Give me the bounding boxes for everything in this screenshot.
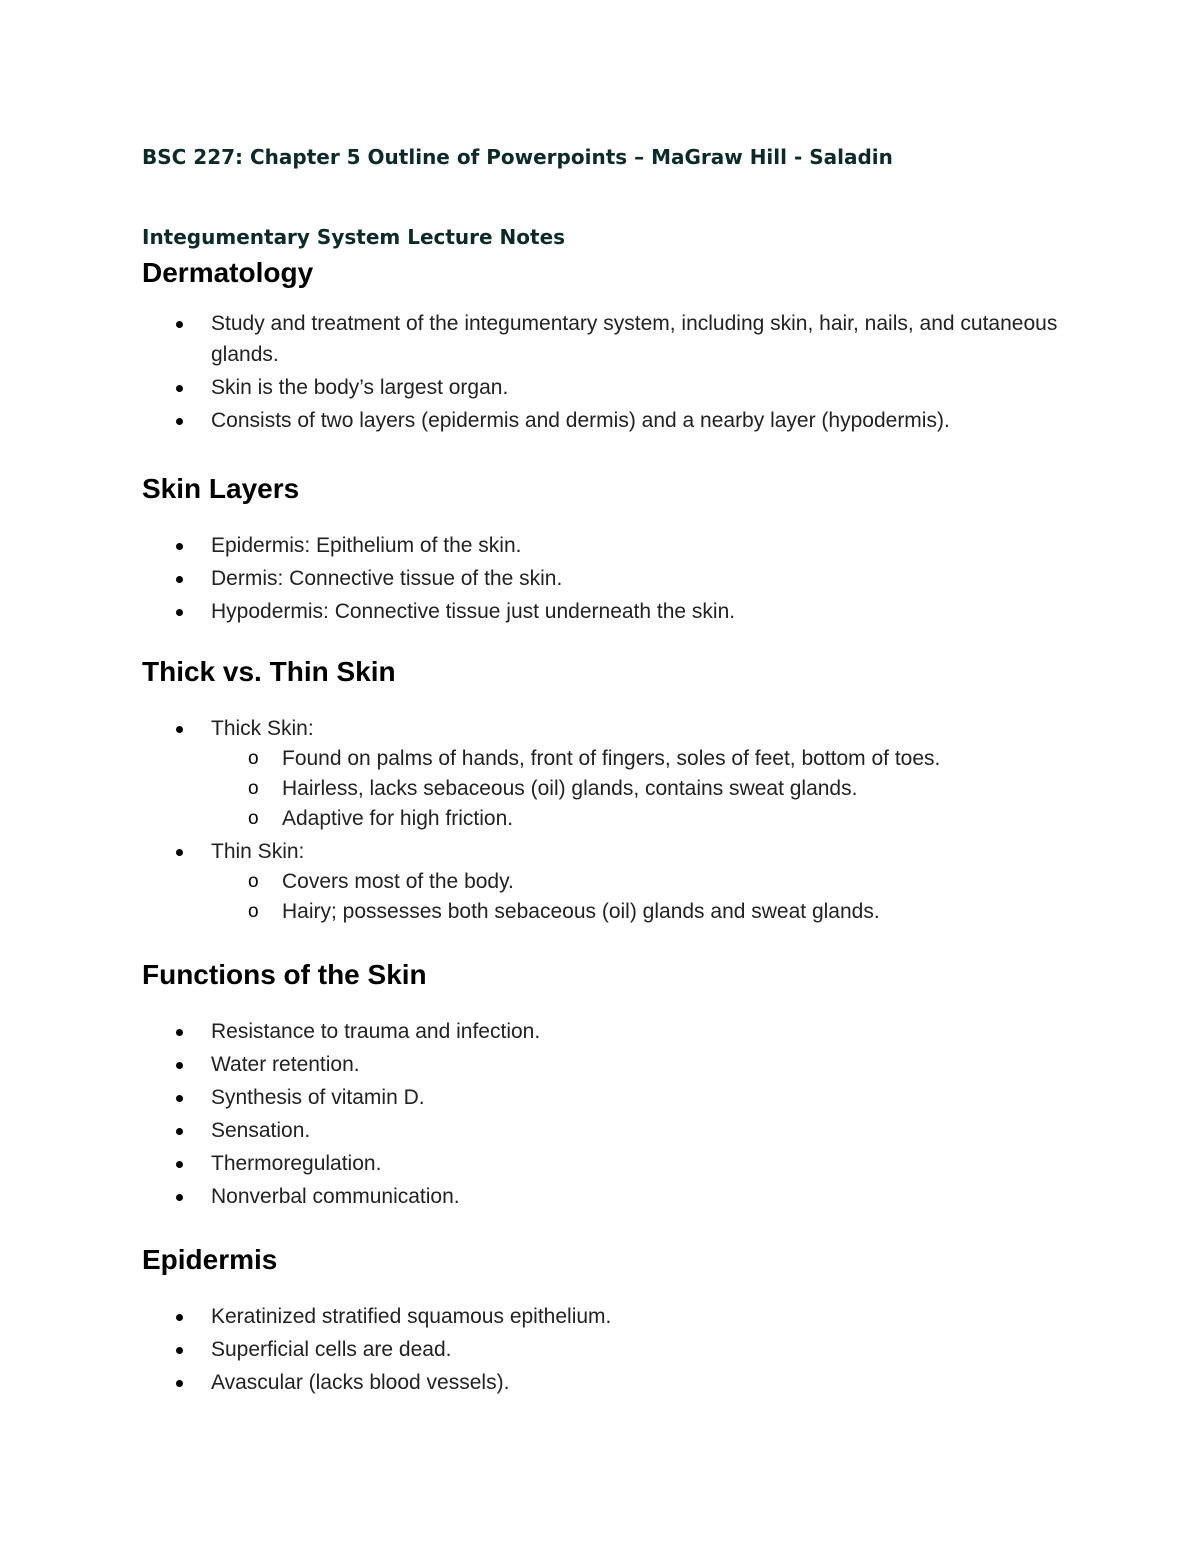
bullet-icon — [176, 609, 183, 616]
list-item-text: Keratinized stratified squamous epithelium. — [211, 1305, 612, 1328]
list-item — [142, 563, 1082, 594]
bullet-list — [142, 1016, 1082, 1212]
circle-bullet-icon: o — [248, 778, 259, 799]
list-item — [142, 1082, 1082, 1113]
list-item — [142, 596, 1082, 627]
bullet-icon — [176, 1029, 183, 1036]
list-item-text: Sensation. — [211, 1119, 311, 1142]
list-item-thick-skin — [142, 713, 1082, 834]
sub-list-item — [142, 897, 1082, 927]
bullet-list — [142, 308, 1082, 436]
list-item-thin-skin — [142, 836, 1082, 927]
bullet-list — [142, 530, 1082, 627]
sub-list-item-text: Adaptive for high friction. — [282, 807, 514, 830]
list-item — [142, 1334, 1082, 1365]
list-item-text: Epidermis: Epithelium of the skin. — [211, 534, 522, 557]
list-item-text: Thin Skin: — [211, 840, 305, 863]
list-item-text: Thick Skin: — [211, 717, 314, 740]
circle-bullet-icon: o — [248, 748, 259, 769]
list-item-text: Nonverbal communication. — [211, 1185, 460, 1208]
list-item-text: Superficial cells are dead. — [211, 1338, 452, 1361]
sub-list-item — [142, 867, 1082, 897]
sub-list — [211, 867, 1082, 927]
list-item-text: Hypodermis: Connective tissue just underneath the skin. — [211, 600, 736, 623]
list-item-text: Consists of two layers (epidermis and dermis) and a nearby layer (hypodermis). — [211, 409, 950, 432]
sub-list-item-text: Hairless, lacks sebaceous (oil) glands, contains sweat glands. — [282, 777, 858, 800]
bullet-icon — [176, 1161, 183, 1168]
bullet-icon — [176, 576, 183, 583]
sub-list-item-text: Covers most of the body. — [282, 870, 514, 893]
list-item — [142, 1181, 1082, 1212]
circle-bullet-icon: o — [248, 901, 259, 922]
section-functions — [142, 958, 1082, 1214]
section-epidermis — [142, 1243, 1082, 1400]
list-item — [142, 1115, 1082, 1146]
section-heading: Epidermis — [142, 1244, 278, 1275]
bullet-icon — [176, 726, 183, 733]
sub-list-item — [142, 804, 1082, 834]
bullet-icon — [176, 321, 183, 328]
list-item — [142, 1016, 1082, 1047]
bullet-icon — [176, 418, 183, 425]
list-item-text: Resistance to trauma and infection. — [211, 1020, 541, 1043]
bullet-icon — [176, 1062, 183, 1069]
list-item-text: Dermis: Connective tissue of the skin. — [211, 567, 563, 590]
section-heading: Skin Layers — [142, 473, 300, 504]
list-item-text: Synthesis of vitamin D. — [211, 1086, 425, 1109]
list-item — [142, 405, 1082, 436]
bullet-icon — [176, 1380, 183, 1387]
bullet-icon — [176, 1095, 183, 1102]
bullet-list — [142, 1301, 1082, 1398]
section-skin-layers — [142, 472, 1082, 629]
list-item-text: Avascular (lacks blood vessels). — [211, 1371, 510, 1394]
list-item — [142, 1148, 1082, 1179]
bullet-list — [142, 713, 1082, 927]
circle-bullet-icon: o — [248, 808, 259, 829]
circle-bullet-icon: o — [248, 871, 259, 892]
list-item-text: Study and treatment of the integumentary system, including skin, hair, nails, and cutaneous glands. — [211, 312, 1058, 366]
list-item — [142, 1367, 1082, 1398]
document-subtitle: Integumentary System Lecture Notes — [142, 225, 566, 249]
section-heading: Functions of the Skin — [142, 959, 427, 990]
list-item — [142, 1301, 1082, 1332]
list-item-text: Thermoregulation. — [211, 1152, 382, 1175]
section-heading: Dermatology — [142, 257, 314, 288]
bullet-icon — [176, 543, 183, 550]
bullet-icon — [176, 1194, 183, 1201]
sub-list-item-text: Hairy; possesses both sebaceous (oil) glands and sweat glands. — [282, 900, 880, 923]
bullet-icon — [176, 1347, 183, 1354]
bullet-icon — [176, 385, 183, 392]
bullet-icon — [176, 1128, 183, 1135]
list-item-text: Water retention. — [211, 1053, 360, 1076]
bullet-icon — [176, 849, 183, 856]
bullet-icon — [176, 1314, 183, 1321]
sub-list-item — [142, 774, 1082, 804]
list-item — [142, 308, 1082, 370]
document-title: BSC 227: Chapter 5 Outline of Powerpoints – MaGraw Hill - Saladin — [142, 145, 893, 169]
sub-list-item-text: Found on palms of hands, front of fingers, soles of feet, bottom of toes. — [282, 747, 941, 770]
section-dermatology — [142, 256, 1082, 438]
list-item — [142, 530, 1082, 561]
list-item — [142, 372, 1082, 403]
section-thick-vs-thin — [142, 655, 1082, 929]
list-item-text: Skin is the body’s largest organ. — [211, 376, 509, 399]
section-heading: Thick vs. Thin Skin — [142, 656, 396, 687]
sub-list-item — [142, 744, 1082, 774]
sub-list — [211, 744, 1082, 834]
list-item — [142, 1049, 1082, 1080]
